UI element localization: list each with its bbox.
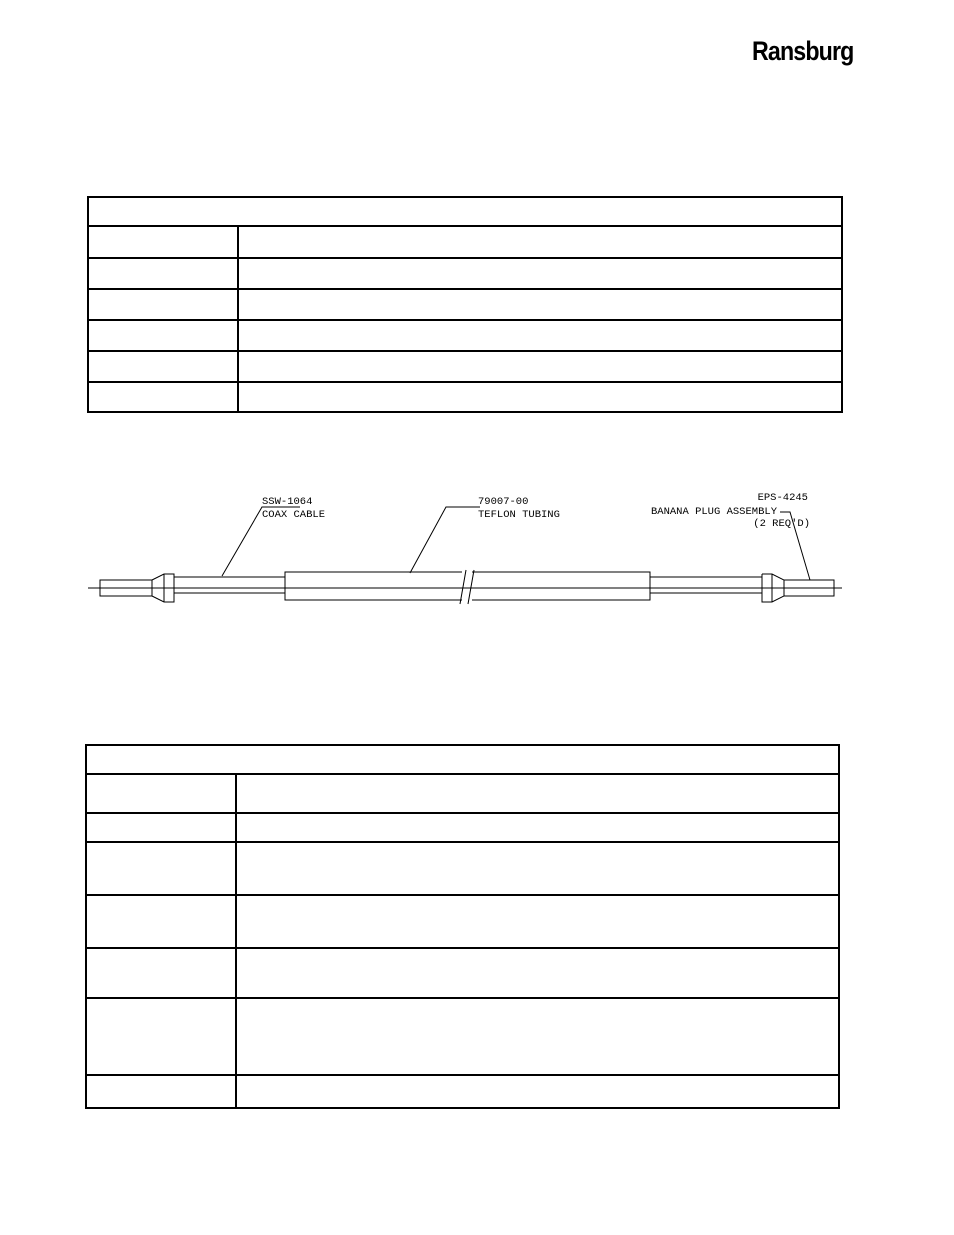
table-row <box>88 226 842 258</box>
leader-line-tubing <box>410 507 480 573</box>
table-row <box>86 948 839 998</box>
table-row <box>88 351 842 382</box>
table-row <box>88 320 842 351</box>
callout-part-coax: SSW-1064 <box>262 496 313 508</box>
table-row <box>88 258 842 289</box>
spec-table-2 <box>85 744 840 1109</box>
callout-qty-plug: (2 REQ'D) <box>753 518 810 530</box>
brand-logo: Ransburg <box>752 36 854 66</box>
table-row <box>86 1075 839 1108</box>
callout-part-plug: EPS-4245 <box>757 492 808 504</box>
teflon-tubing <box>285 570 650 604</box>
table-title-row <box>86 745 839 774</box>
callout-desc-plug: BANANA PLUG ASSEMBLY <box>650 506 777 518</box>
callout-desc-tubing: TEFLON TUBING <box>478 509 560 521</box>
cable-assembly-drawing <box>0 460 954 650</box>
table-row <box>86 813 839 842</box>
callout-desc-coax: COAX CABLE <box>262 509 326 521</box>
spec-table-1 <box>87 196 843 413</box>
table-title-row <box>88 197 842 226</box>
table-row <box>86 842 839 895</box>
table-row <box>88 289 842 320</box>
table-row <box>86 998 839 1075</box>
table-row <box>86 895 839 948</box>
coax-cable-right <box>650 577 762 593</box>
table-row <box>88 382 842 412</box>
callout-part-tubing: 79007-00 <box>478 496 529 508</box>
coax-cable-left <box>174 577 285 593</box>
table-row <box>86 774 839 813</box>
